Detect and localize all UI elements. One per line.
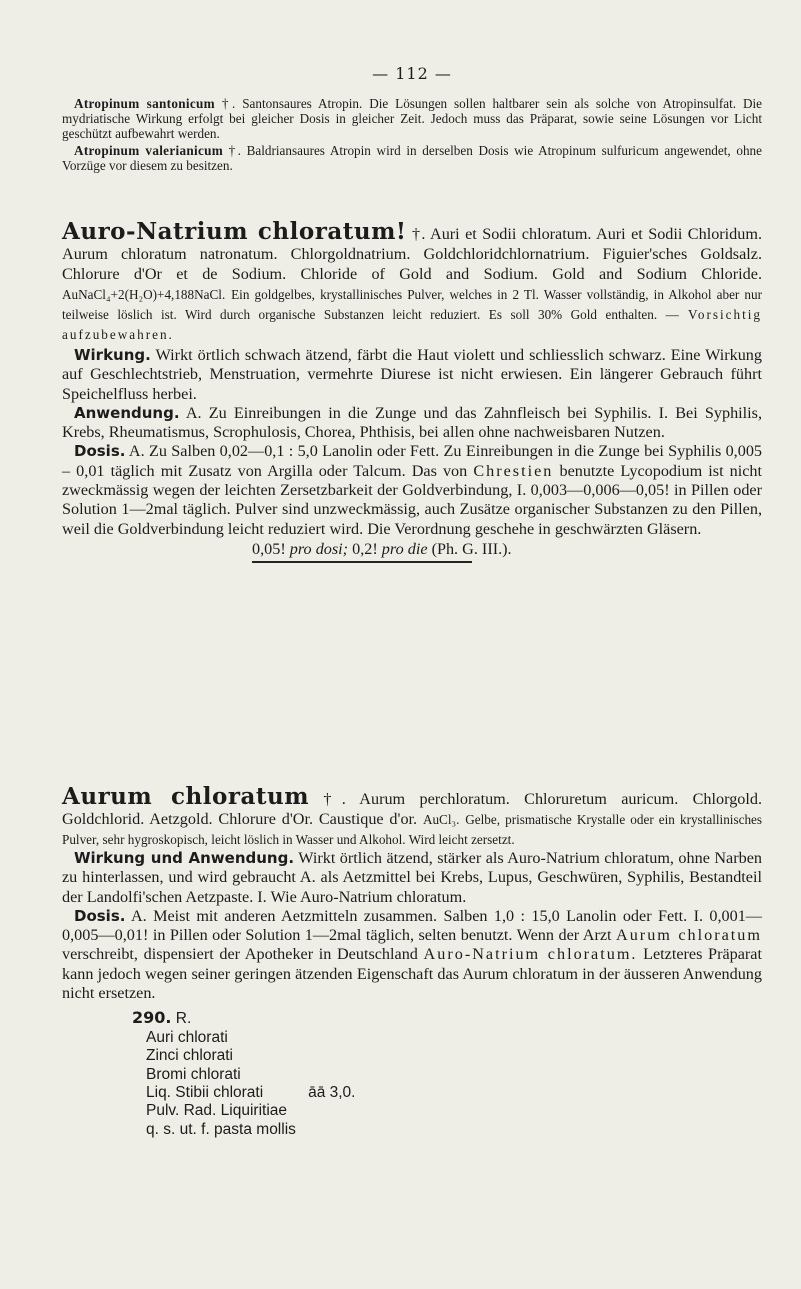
pro-die-label: pro die (381, 539, 428, 558)
prescription-line-with-amount (132, 1084, 762, 1102)
dagger-mark: †. (411, 225, 426, 243)
entry-text: Santonsaures Atropin. Die Lösungen sollen haltbarer sein als solche von Atropinsulfat. Die mydriatische Wirkung erfolgt bei gleicher Dosis in gleicher Zeit. Jedoch muss das Präparat, sowie seine Lösungen vor Licht geschützt aufbewahrt werden. (62, 96, 763, 141)
storage-caution: Vorsichtig aufzubewahren. (62, 307, 763, 342)
entry-text: Baldriansaures Atropin wird in derselben Dosis wie Atropinum sulfuricum angewendet, ohne Vorzüge vor diesem zu besitzen. (62, 143, 762, 173)
recipe-mark: R. (175, 1010, 192, 1028)
max-dose-line (252, 540, 762, 559)
aurum-chloratum-header (62, 783, 763, 849)
entry-heading: Aurum chloratum (62, 783, 310, 810)
section-label: Dosis. (74, 906, 126, 925)
aurum-chloratum-entry (62, 783, 763, 1139)
section-label: Anwendung. (74, 403, 180, 422)
max-single-dose: 0,05! (252, 539, 286, 558)
formula: AuCl₃. (422, 812, 460, 827)
pro-dosi-label: pro dosi; (289, 539, 349, 558)
section-text: A. Meist mit anderen Aetzmitteln zusammen. Salben 1,0 : 15,0 Lanolin oder Fett. I. 0,001—0,005—0,01! in Pillen oder Solution 1—2mal täglich, selten benutzt. Wenn der Arzt (62, 906, 762, 945)
dagger-mark: †. (323, 790, 346, 808)
drug-name: Aurum chloratum (616, 926, 762, 945)
prescription-line: Pulv. Rad. Liquiritiae (146, 1102, 288, 1120)
prescription-line: Bromi chlorati (146, 1065, 241, 1083)
description: Ein goldgelbes, krystallinisches Pulver, welches in 2 Tl. Wasser vollständig, in Alkohol aber nur teilweise löslich ist. Wird durch organische Substanzen leicht reduziert. Es soll 30% Gold enthalten. — (62, 287, 762, 322)
dagger-mark: †. (221, 96, 236, 111)
section-label: Wirkung. (74, 346, 151, 364)
drug-name: Auro-Natrium chloratum. (423, 945, 638, 964)
auro-natrium-header (62, 218, 763, 344)
entry-title: Atropinum valerianicum (74, 143, 224, 158)
section-text: A. Zu Einreibungen in die Zunge und das Zahnfleisch bei Syphilis. I. Bei Syphilis, Krebs, Rheumatismus, Scrophulosis, Chorea, Phthisis, bei allen ohne nachweisbaren Nutzen. (62, 403, 763, 442)
section-text: benutzte Lycopodium ist nicht zweckmässig wegen der leichten Zersetzbarkeit der Goldverbindung, I. 0,003—0,006—0,05! in Pillen oder Solution 1—2mal täglich. Pulver sind unzweckmässig, auch Zusätze organischer Substanzen zu den Pillen, weil die Goldverbindung leicht reduziert wird. Die Verordnung geschehe in geschwärzten Gläsern. (62, 461, 763, 538)
pharmacopoeia-ref: (Ph. G. III.). (431, 539, 512, 558)
prescription-line: Auri chlorati (146, 1028, 228, 1046)
dosis-paragraph (62, 907, 762, 1003)
anwendung-paragraph (62, 404, 762, 443)
section-text: verschreibt, dispensiert der Apotheker in Deutschland (62, 945, 418, 964)
section-text: Wirkt örtlich ätzend, stärker als Auro-Natrium chloratum, ohne Narben zu hinterlassen, und wird gebraucht A. als Aetzmittel bei Krebs, Lupus, Geschwüren, Syphilis, Bestandteil der Landolfi'schen Aetzpaste. I. Wie Auro-Natrium chloratum. (62, 849, 762, 906)
formula: AuNaCl₄+2(H₂O)+4,188NaCl. (62, 287, 226, 302)
section-text: A. Zu Salben 0,02—0,1 : 5,0 Lanolin oder Fett. Zu Einreibungen in die Zunge bei Syphilis 0,005 – 0,01 täglich mit Zusatz von Argilla oder Talcum. Das von (62, 442, 763, 480)
prescription-block (132, 1009, 762, 1139)
prescription-number: 290. (132, 1008, 172, 1028)
wirkung-paragraph (62, 346, 762, 404)
atropinum-santonicum-entry (62, 96, 762, 141)
entry-heading: Auro-Natrium chloratum! (62, 218, 407, 245)
dagger-mark: †. (228, 143, 241, 158)
prescription-header (132, 1009, 762, 1028)
prescription-line: Zinci chlorati (146, 1047, 233, 1065)
section-label: Dosis. (74, 442, 126, 461)
section-label: Wirkung und Anwendung. (74, 849, 295, 867)
page-number: — 112 — (372, 64, 452, 83)
wirkung-anwendung-paragraph (62, 849, 762, 907)
section-text: Letzteres Präparat kann jedoch wegen seiner geringen ätzenden Eigenschaft das Aurum chloratum in der äusseren Anwendung nicht ersetzen. (62, 945, 762, 1003)
description: Gelbe, prismatische Krystalle oder ein krystallinisches Pulver, sehr hygroskopisch, leicht löslich in Wasser und Alkohol. Wird leicht zersetzt. (62, 812, 763, 847)
entry-title: Atropinum santonicum (74, 96, 215, 111)
section-text: Wirkt örtlich schwach ätzend, färbt die Haut violett und schliesslich schwarz. Eine Wirkung auf Geschlechtstrieb, Menstruation, vermehrte Diurese ist nicht erwiesen. Ein längerer Gebrauch führt Speichelfluss herbei. (62, 346, 762, 403)
prescription-line: Liq. Stibii chlorati (146, 1084, 264, 1101)
dosis-paragraph (62, 442, 762, 538)
author-name: Chrestien (473, 461, 554, 480)
prescription-amount: āā 3,0. (308, 1084, 356, 1101)
synonyms: Auri et Sodii chloratum. Auri et Sodii Chloridum. Aurum chloratum natronatum. Chlorgoldnatrium. Goldchloridchlornatrium. Figuier'sches Goldsalz. Chlorure d'Or et de Sodium. Chloride of Gold and Sodium. Gold and Sodium Chloride. (62, 225, 762, 283)
synonyms: Aurum perchloratum. Chloruretum auricum. Chlorgold. Goldchlorid. Aetzgold. Chlorure d'Or. Caustique d'or. (62, 790, 763, 828)
prescription-line: q. s. ut. f. pasta mollis (146, 1120, 296, 1138)
auro-natrium-entry (62, 218, 763, 571)
max-daily-dose: 0,2! (352, 539, 378, 558)
section-divider (252, 561, 472, 563)
atropinum-entries (62, 96, 762, 173)
atropinum-valerianicum-entry (62, 143, 762, 173)
